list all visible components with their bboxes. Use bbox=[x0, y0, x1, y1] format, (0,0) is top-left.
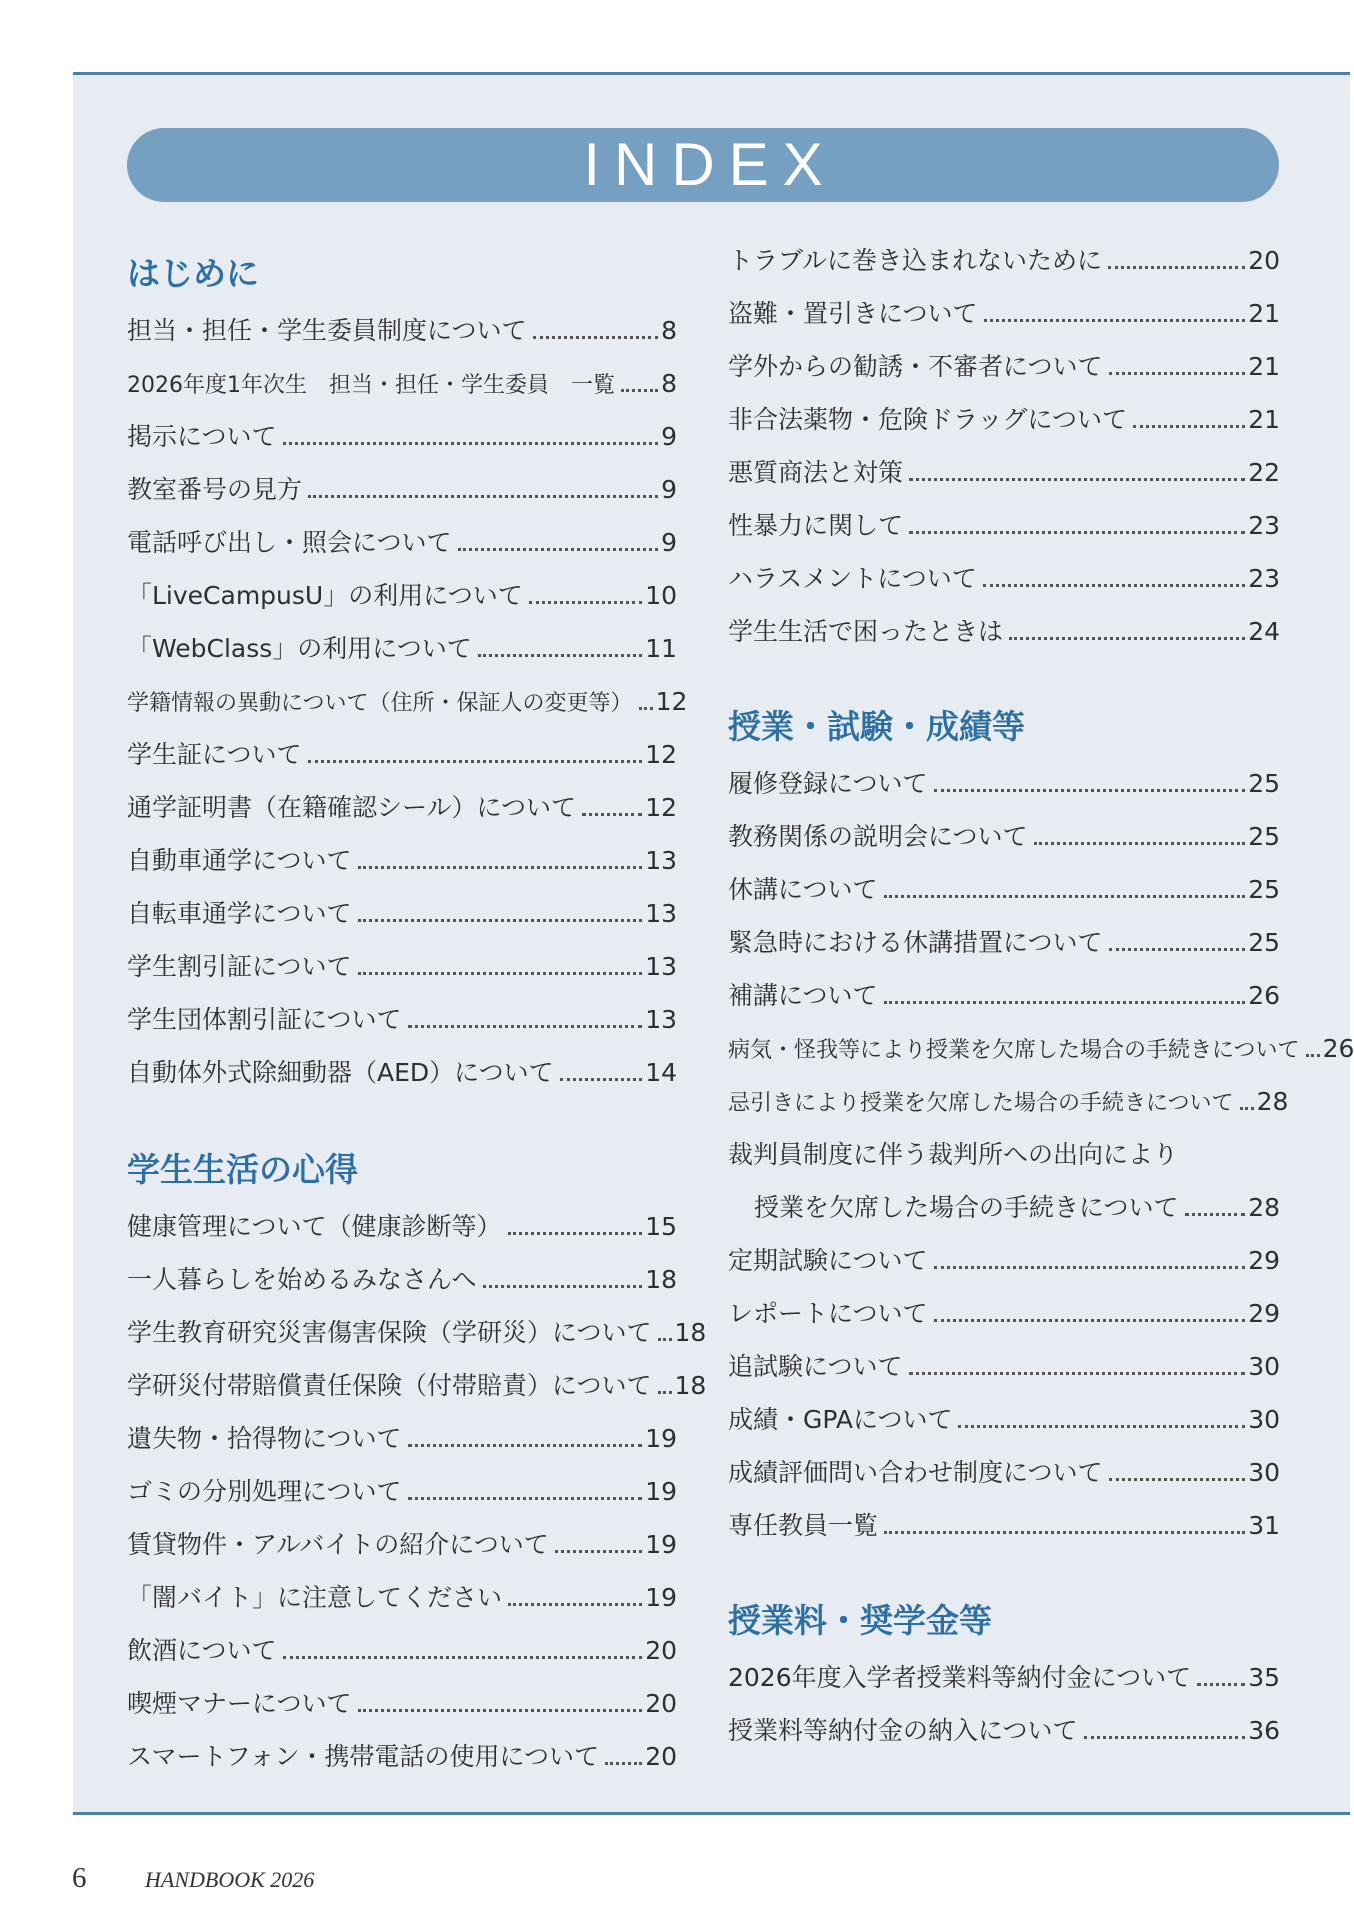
entry-page-number: 30 bbox=[1248, 1458, 1280, 1487]
dot-leader bbox=[1133, 425, 1245, 428]
dot-leader bbox=[408, 1444, 643, 1447]
index-entry[interactable] bbox=[127, 1200, 677, 1253]
index-entry[interactable] bbox=[127, 781, 677, 834]
index-entry[interactable] bbox=[127, 1359, 707, 1412]
entry-page-number: 20 bbox=[645, 1742, 677, 1771]
entry-title: 悪質商法と対策 bbox=[728, 458, 904, 487]
entry-page-number: 8 bbox=[661, 316, 677, 345]
entry-title: 自動体外式除細動器（AED）について bbox=[127, 1058, 554, 1087]
dot-leader bbox=[1185, 1213, 1246, 1216]
index-entry[interactable] bbox=[728, 1446, 1280, 1499]
index-entry[interactable] bbox=[728, 1022, 1354, 1075]
dot-leader bbox=[358, 1709, 643, 1712]
entry-title: 健康管理について（健康診断等） bbox=[127, 1212, 502, 1241]
entry-title: 学生割引証について bbox=[127, 952, 352, 981]
entry-title: 教務関係の説明会について bbox=[728, 822, 1028, 851]
entry-title: 定期試験について bbox=[728, 1246, 928, 1275]
entry-title: 教室番号の見方 bbox=[127, 475, 303, 504]
entry-title: 担当・担任・学生委員制度について bbox=[127, 316, 527, 345]
entry-page-number: 29 bbox=[1248, 1299, 1280, 1328]
index-entry[interactable] bbox=[728, 287, 1280, 340]
entry-title: 忌引きにより授業を欠席した場合の手続きについて bbox=[728, 1091, 1234, 1116]
entry-page-number: 19 bbox=[645, 1530, 677, 1559]
index-entry[interactable] bbox=[728, 969, 1280, 1022]
entry-title: 病気・怪我等により授業を欠席した場合の手続きについて bbox=[728, 1038, 1300, 1063]
index-entry[interactable] bbox=[728, 863, 1280, 916]
dot-leader bbox=[621, 389, 658, 392]
index-entry[interactable] bbox=[728, 1651, 1280, 1704]
index-entry[interactable] bbox=[127, 675, 688, 728]
entry-page-number: 18 bbox=[674, 1371, 707, 1400]
section-heading: 授業料・奨学金等 bbox=[728, 1601, 992, 1640]
index-entry[interactable] bbox=[127, 516, 677, 569]
index-entry[interactable] bbox=[127, 622, 677, 675]
index-entry[interactable] bbox=[127, 1571, 677, 1624]
entry-page-number: 23 bbox=[1248, 511, 1280, 540]
index-entry[interactable] bbox=[728, 552, 1280, 605]
right-column bbox=[728, 234, 1354, 1757]
entry-page-number: 18 bbox=[674, 1318, 707, 1347]
entry-title: トラブルに巻き込まれないために bbox=[728, 246, 1103, 275]
dot-leader bbox=[909, 478, 1245, 481]
entry-page-number: 24 bbox=[1248, 617, 1280, 646]
entry-title: 「WebClass」の利用について bbox=[127, 634, 472, 663]
index-entry[interactable] bbox=[728, 393, 1280, 446]
entry-title: 喫煙マナーについて bbox=[127, 1689, 352, 1718]
entry-title: 一人暮らしを始めるみなさんへ bbox=[127, 1265, 477, 1294]
dot-leader bbox=[1034, 842, 1246, 845]
index-entry[interactable] bbox=[728, 1181, 1280, 1234]
entry-page-number: 20 bbox=[645, 1689, 677, 1718]
entry-title: 休講について bbox=[728, 875, 878, 904]
dot-leader bbox=[934, 789, 1246, 792]
dot-leader bbox=[533, 336, 659, 339]
index-entry[interactable] bbox=[728, 446, 1280, 499]
entry-title: 裁判員制度に伴う裁判所への出向により bbox=[728, 1140, 1179, 1169]
dot-leader bbox=[1109, 1478, 1246, 1481]
entry-page-number: 18 bbox=[645, 1265, 677, 1294]
entry-page-number: 21 bbox=[1248, 299, 1280, 328]
entry-title: 補講について bbox=[728, 981, 878, 1010]
entry-page-number: 21 bbox=[1248, 352, 1280, 381]
entry-page-number: 20 bbox=[645, 1636, 677, 1665]
dot-leader bbox=[555, 1550, 642, 1553]
index-entry[interactable] bbox=[127, 1306, 707, 1359]
entry-page-number: 25 bbox=[1248, 928, 1280, 957]
entry-page-number: 19 bbox=[645, 1477, 677, 1506]
entry-page-number: 13 bbox=[645, 899, 677, 928]
entry-title: 非合法薬物・危険ドラッグについて bbox=[728, 405, 1128, 434]
entry-page-number: 12 bbox=[655, 687, 688, 716]
index-banner: INDEX bbox=[127, 128, 1279, 202]
entry-title: 履修登録について bbox=[728, 769, 928, 798]
entry-page-number: 19 bbox=[645, 1424, 677, 1453]
index-entry[interactable] bbox=[728, 234, 1280, 287]
index-entry[interactable] bbox=[728, 499, 1280, 552]
entry-page-number: 21 bbox=[1248, 405, 1280, 434]
entry-title: 学外からの勧誘・不審者について bbox=[728, 352, 1103, 381]
dot-leader bbox=[1197, 1683, 1245, 1686]
index-entry[interactable] bbox=[728, 1234, 1280, 1287]
index-entry[interactable] bbox=[127, 993, 677, 1046]
index-entry[interactable] bbox=[728, 1393, 1280, 1446]
entry-title: 性暴力に関して bbox=[728, 511, 904, 540]
index-entry[interactable] bbox=[728, 1340, 1280, 1393]
entry-page-number: 13 bbox=[645, 846, 677, 875]
page-number: 6 bbox=[72, 1862, 87, 1894]
index-entry[interactable] bbox=[127, 304, 677, 357]
entry-page-number: 26 bbox=[1322, 1034, 1354, 1063]
entry-title: 学生団体割引証について bbox=[127, 1005, 402, 1034]
dot-leader bbox=[308, 760, 643, 763]
entry-title: 自動車通学について bbox=[127, 846, 352, 875]
entry-title: 自転車通学について bbox=[127, 899, 352, 928]
index-entry[interactable] bbox=[127, 463, 677, 516]
dot-leader bbox=[1084, 1736, 1246, 1739]
index-entry[interactable] bbox=[127, 1730, 677, 1783]
entry-title: 2026年度入学者授業料等納付金について bbox=[728, 1663, 1192, 1692]
entry-title: 盗難・置引きについて bbox=[728, 299, 978, 328]
dot-leader bbox=[934, 1266, 1246, 1269]
entry-title: 掲示について bbox=[127, 422, 277, 451]
entry-page-number: 35 bbox=[1248, 1663, 1280, 1692]
index-entry[interactable] bbox=[728, 916, 1280, 969]
dot-leader bbox=[605, 1762, 642, 1765]
dot-leader bbox=[508, 1232, 643, 1235]
dot-leader bbox=[1109, 948, 1246, 951]
entry-title: ゴミの分別処理について bbox=[127, 1477, 402, 1506]
index-entry[interactable] bbox=[728, 757, 1280, 810]
index-entry[interactable] bbox=[728, 340, 1280, 393]
entry-title: 学籍情報の異動について（住所・保証人の変更等） bbox=[127, 691, 633, 716]
dot-leader bbox=[458, 548, 659, 551]
index-entry[interactable] bbox=[728, 1287, 1280, 1340]
index-entry[interactable] bbox=[127, 569, 677, 622]
index-panel bbox=[73, 72, 1354, 1815]
dot-leader bbox=[508, 1603, 642, 1606]
entry-title: 授業料等納付金の納入について bbox=[728, 1716, 1078, 1745]
entry-page-number: 23 bbox=[1248, 564, 1280, 593]
entry-page-number: 20 bbox=[1248, 246, 1280, 275]
entry-title: 授業を欠席した場合の手続きについて bbox=[754, 1193, 1179, 1222]
entry-page-number: 22 bbox=[1248, 458, 1280, 487]
entry-page-number: 9 bbox=[661, 422, 677, 451]
entry-page-number: 10 bbox=[645, 581, 677, 610]
index-entry[interactable] bbox=[127, 1465, 677, 1518]
entry-title: 成績評価問い合わせ制度について bbox=[728, 1458, 1103, 1487]
dot-leader bbox=[1109, 372, 1246, 375]
index-entry[interactable] bbox=[127, 1518, 677, 1571]
entry-title: 学生教育研究災害傷害保険（学研災）について bbox=[127, 1318, 652, 1347]
entry-page-number: 29 bbox=[1248, 1246, 1280, 1275]
index-entry[interactable] bbox=[127, 357, 677, 410]
entry-page-number: 25 bbox=[1248, 822, 1280, 851]
dot-leader bbox=[408, 1025, 643, 1028]
entry-page-number: 9 bbox=[661, 528, 677, 557]
index-entry[interactable] bbox=[728, 1128, 1280, 1181]
dot-leader bbox=[958, 1425, 1245, 1428]
dot-leader bbox=[408, 1497, 643, 1500]
dot-leader bbox=[358, 919, 643, 922]
index-entry[interactable] bbox=[127, 728, 677, 781]
dot-leader bbox=[984, 319, 1246, 322]
index-entry[interactable] bbox=[728, 605, 1280, 658]
entry-page-number: 15 bbox=[645, 1212, 677, 1241]
dot-leader bbox=[308, 495, 658, 498]
entry-title: 遺失物・拾得物について bbox=[127, 1424, 402, 1453]
dot-leader bbox=[283, 442, 659, 445]
dot-leader bbox=[582, 813, 642, 816]
entry-title: ハラスメントについて bbox=[728, 564, 977, 593]
handbook-label: HANDBOOK 2026 bbox=[145, 1867, 315, 1892]
entry-page-number: 8 bbox=[661, 369, 677, 398]
index-entry[interactable] bbox=[728, 1499, 1280, 1552]
section-heading: 学生生活の心得 bbox=[127, 1150, 358, 1189]
index-entry[interactable] bbox=[127, 887, 677, 940]
index-entry[interactable] bbox=[728, 1075, 1289, 1128]
entry-title: レポートについて bbox=[728, 1299, 928, 1328]
entry-page-number: 31 bbox=[1248, 1511, 1280, 1540]
entry-title: スマートフォン・携帯電話の使用について bbox=[127, 1742, 600, 1771]
index-entry[interactable] bbox=[127, 834, 677, 887]
entry-page-number: 26 bbox=[1248, 981, 1280, 1010]
index-entry[interactable] bbox=[127, 1046, 677, 1099]
dot-leader bbox=[478, 654, 642, 657]
entry-title: 緊急時における休講措置について bbox=[728, 928, 1103, 957]
index-entry[interactable] bbox=[728, 810, 1280, 863]
index-entry[interactable] bbox=[127, 940, 677, 993]
dot-leader bbox=[529, 601, 642, 604]
entry-page-number: 25 bbox=[1248, 769, 1280, 798]
dot-leader bbox=[934, 1319, 1246, 1322]
entry-page-number: 9 bbox=[661, 475, 677, 504]
dot-leader bbox=[1240, 1107, 1254, 1110]
entry-page-number: 14 bbox=[645, 1058, 677, 1087]
dot-leader bbox=[884, 1531, 1245, 1534]
index-entry[interactable] bbox=[728, 1704, 1280, 1757]
dot-leader bbox=[358, 972, 643, 975]
entry-title: 「LiveCampusU」の利用について bbox=[127, 581, 523, 610]
dot-leader bbox=[358, 866, 643, 869]
dot-leader bbox=[909, 531, 1245, 534]
dot-leader bbox=[884, 895, 1246, 898]
entry-title: 追試験について bbox=[728, 1352, 903, 1381]
section-heading: 授業・試験・成績等 bbox=[728, 707, 1025, 746]
entry-title: 学研災付帯賠償責任保険（付帯賠責）について bbox=[127, 1371, 652, 1400]
entry-page-number: 28 bbox=[1256, 1087, 1289, 1116]
entry-page-number: 12 bbox=[645, 793, 677, 822]
index-entry[interactable] bbox=[127, 1253, 677, 1306]
entry-page-number: 11 bbox=[645, 634, 677, 663]
entry-page-number: 28 bbox=[1248, 1193, 1280, 1222]
page-footer bbox=[72, 1862, 314, 1895]
entry-page-number: 30 bbox=[1248, 1352, 1280, 1381]
entry-title: 成績・GPAについて bbox=[728, 1405, 953, 1434]
entry-title: 2026年度1年次生 担当・担任・学生委員 一覧 bbox=[127, 373, 615, 398]
index-entry[interactable] bbox=[127, 1624, 677, 1677]
entry-title: 学生証について bbox=[127, 740, 302, 769]
entry-page-number: 25 bbox=[1248, 875, 1280, 904]
entry-title: 「闇バイト」に注意してください bbox=[127, 1583, 503, 1612]
entry-title: 通学証明書（在籍確認シール）について bbox=[127, 793, 577, 822]
dot-leader bbox=[884, 1001, 1246, 1004]
entry-title: 学生生活で困ったときは bbox=[728, 617, 1004, 646]
dot-leader bbox=[560, 1078, 643, 1081]
dot-leader bbox=[658, 1391, 672, 1394]
entry-page-number: 36 bbox=[1248, 1716, 1280, 1745]
dot-leader bbox=[909, 1372, 1246, 1375]
entry-title: 専任教員一覧 bbox=[728, 1511, 879, 1540]
dot-leader bbox=[1306, 1054, 1320, 1057]
dot-leader bbox=[1009, 637, 1245, 640]
left-column bbox=[127, 243, 707, 1783]
dot-leader bbox=[1108, 266, 1245, 269]
entry-page-number: 12 bbox=[645, 740, 677, 769]
entry-page-number: 19 bbox=[645, 1583, 677, 1612]
entry-page-number: 30 bbox=[1248, 1405, 1280, 1434]
index-entry[interactable] bbox=[127, 410, 677, 463]
entry-title: 飲酒について bbox=[127, 1636, 277, 1665]
index-entry[interactable] bbox=[127, 1677, 677, 1730]
index-entry[interactable] bbox=[127, 1412, 677, 1465]
dot-leader bbox=[483, 1285, 643, 1288]
entry-title: 電話呼び出し・照会について bbox=[127, 528, 452, 557]
dot-leader bbox=[983, 584, 1245, 587]
section-heading: はじめに bbox=[127, 254, 259, 293]
entry-page-number: 13 bbox=[645, 952, 677, 981]
entry-page-number: 13 bbox=[645, 1005, 677, 1034]
dot-leader bbox=[283, 1656, 643, 1659]
dot-leader bbox=[658, 1338, 672, 1341]
dot-leader bbox=[639, 707, 653, 710]
entry-title: 賃貸物件・アルバイトの紹介について bbox=[127, 1530, 549, 1559]
